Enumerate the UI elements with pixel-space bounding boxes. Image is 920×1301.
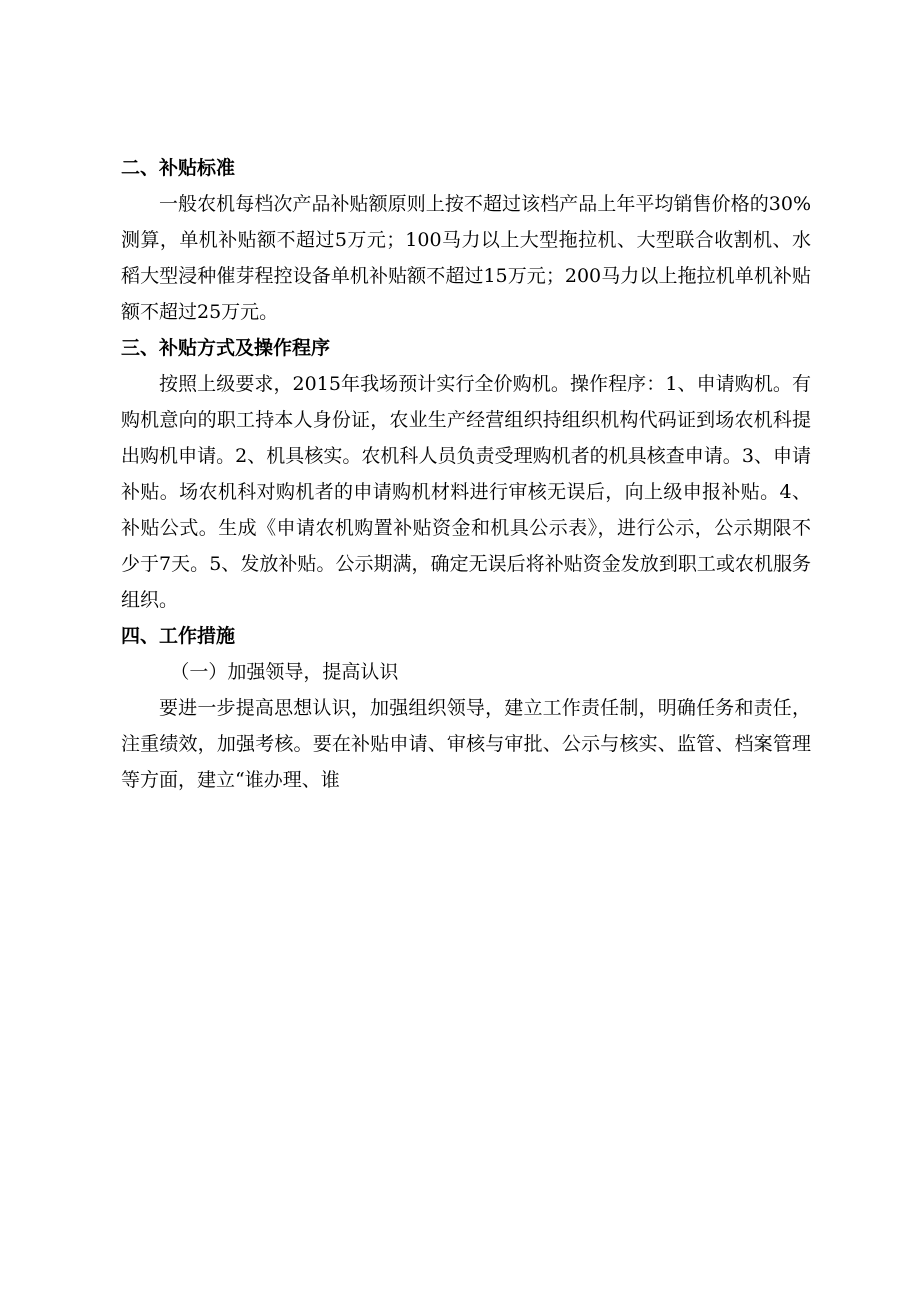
- section-work-measures: [121, 618, 811, 798]
- section-paragraph: 要进一步提高思想认识，加强组织领导，建立工作责任制，明确任务和责任，注重绩效，加强考核。要在补贴申请、审核与审批、公示与核实、监管、档案管理等方面，建立“谁办理、谁: [121, 697, 811, 791]
- section-paragraph: 一般农机每档次产品补贴额原则上按不超过该档产品上年平均销售价格的30%测算，单机补贴额不超过5万元；100马力以上大型拖拉机、大型联合收割机、水稻大型浸种催芽程控设备单机补贴额不超过15万元；200马力以上拖拉机单机补贴额不超过25万元。: [121, 193, 811, 323]
- document-body: [121, 150, 811, 798]
- section-heading: 二、补贴标准: [121, 157, 236, 179]
- section-subsidy-standard: [121, 150, 811, 330]
- section-heading: 三、补贴方式及操作程序: [121, 337, 331, 359]
- section-subsidy-method: [121, 330, 811, 618]
- section-subheading: （一）加强领导，提高认识: [170, 661, 399, 683]
- section-heading: 四、工作措施: [121, 625, 236, 647]
- section-paragraph: 按照上级要求，2015年我场预计实行全价购机。操作程序：1、申请购机。有购机意向的职工持本人身份证，农业生产经营组织持组织机构代码证到场农机科提出购机申请。2、机具核实。农机科人员负责受理购机者的机具核查申请。3、申请补贴。场农机科对购机者的申请购机材料进行审核无误后，向上级申报补贴。4、补贴公式。生成《申请农机购置补贴资金和机具公示表》，进行公示，公示期限不少于7天。5、发放补贴。公示期满，确定无误后将补贴资金发放到职工或农机服务组织。: [121, 373, 811, 611]
